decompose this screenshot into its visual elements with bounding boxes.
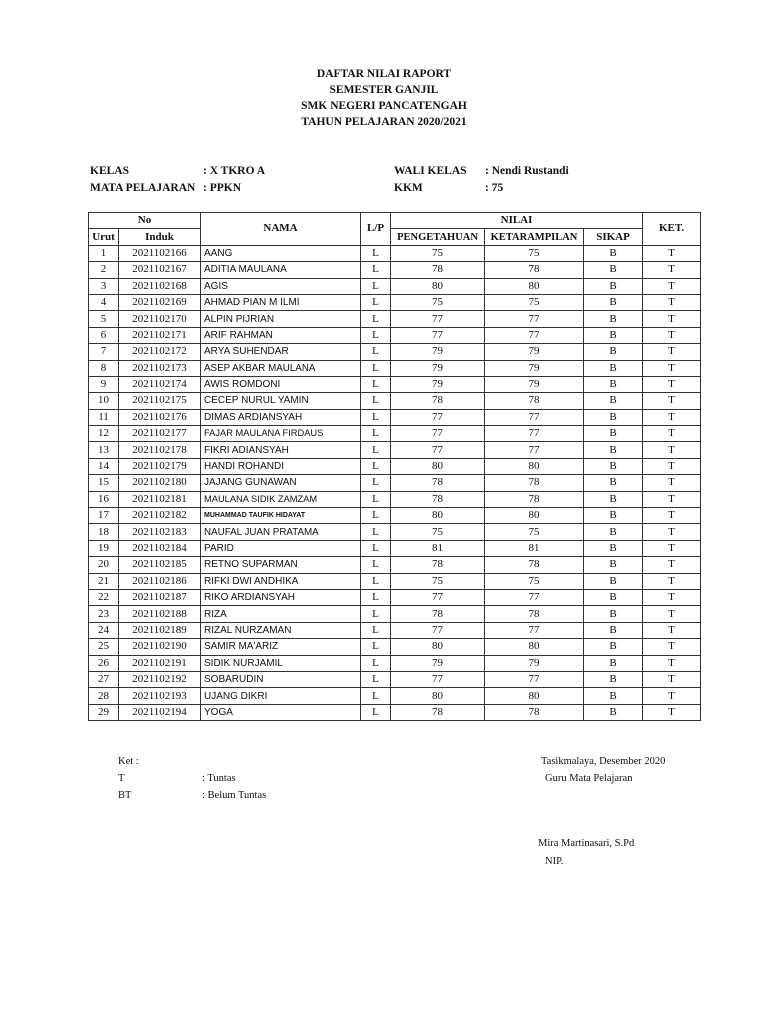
cell-ket: T (643, 442, 701, 458)
cell-urut: 26 (89, 655, 119, 671)
cell-lp: L (361, 704, 391, 720)
cell-induk: 2021102180 (119, 475, 201, 491)
cell-lp: L (361, 540, 391, 556)
table-row (89, 573, 701, 589)
cell-lp: L (361, 671, 391, 687)
cell-induk: 2021102167 (119, 262, 201, 278)
sikap-header: SIKAP (584, 229, 643, 245)
cell-sikap: B (584, 622, 643, 638)
ket-header: KET. (643, 213, 701, 246)
wali-kelas-label: WALI KELAS (394, 165, 467, 177)
cell-pengetahuan: 80 (391, 688, 485, 704)
cell-ket: T (643, 688, 701, 704)
cell-ket: T (643, 327, 701, 343)
cell-nama: ALPIN PIJRIAN (201, 311, 361, 327)
cell-keterampilan: 81 (485, 540, 584, 556)
cell-induk: 2021102182 (119, 508, 201, 524)
table-row (89, 262, 701, 278)
cell-keterampilan: 75 (485, 524, 584, 540)
table-row (89, 311, 701, 327)
cell-nama: ARYA SUHENDAR (201, 344, 361, 360)
cell-keterampilan: 78 (485, 475, 584, 491)
cell-nama: DIMAS ARDIANSYAH (201, 409, 361, 425)
cell-sikap: B (584, 589, 643, 605)
cell-ket: T (643, 360, 701, 376)
cell-urut: 3 (89, 278, 119, 294)
cell-urut: 7 (89, 344, 119, 360)
cell-urut: 29 (89, 704, 119, 720)
cell-sikap: B (584, 245, 643, 261)
cell-lp: L (361, 245, 391, 261)
cell-keterampilan: 79 (485, 360, 584, 376)
cell-induk: 2021102172 (119, 344, 201, 360)
cell-lp: L (361, 589, 391, 605)
table-row (89, 393, 701, 409)
cell-nama: SIDIK NURJAMIL (201, 655, 361, 671)
cell-sikap: B (584, 426, 643, 442)
cell-nama: AWIS ROMDONI (201, 376, 361, 392)
cell-nama: SAMIR MA'ARIZ (201, 639, 361, 655)
cell-keterampilan: 78 (485, 491, 584, 507)
cell-urut: 10 (89, 393, 119, 409)
cell-pengetahuan: 77 (391, 622, 485, 638)
cell-urut: 27 (89, 671, 119, 687)
cell-induk: 2021102169 (119, 294, 201, 310)
cell-pengetahuan: 81 (391, 540, 485, 556)
cell-sikap: B (584, 639, 643, 655)
cell-nama: MAULANA SIDIK ZAMZAM (201, 491, 361, 507)
cell-nama: PARID (201, 540, 361, 556)
cell-induk: 2021102175 (119, 393, 201, 409)
cell-sikap: B (584, 540, 643, 556)
cell-pengetahuan: 75 (391, 524, 485, 540)
cell-keterampilan: 78 (485, 704, 584, 720)
cell-urut: 2 (89, 262, 119, 278)
cell-ket: T (643, 704, 701, 720)
cell-urut: 1 (89, 245, 119, 261)
cell-sikap: B (584, 573, 643, 589)
cell-nama: AHMAD PIAN M ILMI (201, 294, 361, 310)
cell-sikap: B (584, 311, 643, 327)
urut-header: Urut (89, 229, 119, 245)
induk-header: Induk (119, 229, 201, 245)
table-row (89, 278, 701, 294)
cell-sikap: B (584, 688, 643, 704)
cell-ket: T (643, 589, 701, 605)
signature-place-date: Tasikmalaya, Desember 2020 (541, 756, 666, 767)
class-info-left (90, 163, 380, 197)
cell-keterampilan: 80 (485, 278, 584, 294)
cell-keterampilan: 79 (485, 655, 584, 671)
cell-lp: L (361, 688, 391, 704)
cell-ket: T (643, 311, 701, 327)
cell-urut: 4 (89, 294, 119, 310)
table-row (89, 294, 701, 310)
cell-nama: YOGA (201, 704, 361, 720)
cell-sikap: B (584, 360, 643, 376)
cell-nama: NAUFAL JUAN PRATAMA (201, 524, 361, 540)
table-body (89, 245, 701, 720)
table-row (89, 688, 701, 704)
cell-urut: 17 (89, 508, 119, 524)
cell-keterampilan: 79 (485, 344, 584, 360)
cell-pengetahuan: 77 (391, 442, 485, 458)
cell-keterampilan: 75 (485, 294, 584, 310)
legend-t-desc: : Tuntas (202, 773, 236, 784)
cell-lp: L (361, 393, 391, 409)
cell-pengetahuan: 77 (391, 327, 485, 343)
cell-nama: HANDI ROHANDI (201, 458, 361, 474)
cell-nama: JAJANG GUNAWAN (201, 475, 361, 491)
cell-pengetahuan: 78 (391, 393, 485, 409)
cell-induk: 2021102194 (119, 704, 201, 720)
cell-pengetahuan: 77 (391, 671, 485, 687)
nama-header: NAMA (201, 213, 361, 246)
cell-sikap: B (584, 294, 643, 310)
cell-nama: RIZA (201, 606, 361, 622)
table-row (89, 426, 701, 442)
cell-ket: T (643, 557, 701, 573)
cell-ket: T (643, 278, 701, 294)
cell-ket: T (643, 540, 701, 556)
mapel-label: MATA PELAJARAN (90, 182, 196, 194)
cell-pengetahuan: 75 (391, 573, 485, 589)
cell-keterampilan: 77 (485, 409, 584, 425)
cell-induk: 2021102185 (119, 557, 201, 573)
cell-induk: 2021102184 (119, 540, 201, 556)
cell-pengetahuan: 80 (391, 278, 485, 294)
cell-keterampilan: 75 (485, 245, 584, 261)
cell-nama: FIKRI ADIANSYAH (201, 442, 361, 458)
cell-urut: 14 (89, 458, 119, 474)
cell-urut: 25 (89, 639, 119, 655)
cell-sikap: B (584, 327, 643, 343)
cell-urut: 18 (89, 524, 119, 540)
cell-urut: 23 (89, 606, 119, 622)
cell-keterampilan: 77 (485, 327, 584, 343)
cell-urut: 5 (89, 311, 119, 327)
cell-nama: FAJAR MAULANA FIRDAUS (201, 426, 361, 442)
kkm-value: : 75 (485, 182, 504, 194)
cell-lp: L (361, 508, 391, 524)
legend-bt-desc: : Belum Tuntas (202, 790, 267, 801)
cell-pengetahuan: 78 (391, 491, 485, 507)
cell-sikap: B (584, 376, 643, 392)
cell-induk: 2021102187 (119, 589, 201, 605)
cell-urut: 24 (89, 622, 119, 638)
cell-induk: 2021102191 (119, 655, 201, 671)
cell-sikap: B (584, 508, 643, 524)
cell-sikap: B (584, 344, 643, 360)
cell-lp: L (361, 344, 391, 360)
cell-lp: L (361, 327, 391, 343)
cell-ket: T (643, 524, 701, 540)
cell-urut: 20 (89, 557, 119, 573)
signature-nip: NIP. (545, 856, 564, 867)
cell-keterampilan: 80 (485, 508, 584, 524)
cell-pengetahuan: 77 (391, 311, 485, 327)
cell-keterampilan: 80 (485, 688, 584, 704)
cell-sikap: B (584, 393, 643, 409)
cell-induk: 2021102177 (119, 426, 201, 442)
cell-sikap: B (584, 524, 643, 540)
document-title: DAFTAR NILAI RAPORT (316, 68, 452, 80)
cell-lp: L (361, 524, 391, 540)
legend-bt-code: BT (118, 790, 132, 801)
cell-ket: T (643, 409, 701, 425)
legend-t-code: T (118, 773, 125, 784)
wali-kelas-value: : Nendi Rustandi (485, 165, 569, 177)
cell-lp: L (361, 409, 391, 425)
cell-nama: ADITIA MAULANA (201, 262, 361, 278)
cell-nama: RETNO SUPARMAN (201, 557, 361, 573)
cell-lp: L (361, 458, 391, 474)
cell-pengetahuan: 80 (391, 508, 485, 524)
cell-keterampilan: 77 (485, 442, 584, 458)
cell-urut: 11 (89, 409, 119, 425)
table-row (89, 376, 701, 392)
cell-urut: 12 (89, 426, 119, 442)
cell-ket: T (643, 344, 701, 360)
cell-ket: T (643, 262, 701, 278)
cell-sikap: B (584, 409, 643, 425)
table-row (89, 245, 701, 261)
cell-ket: T (643, 294, 701, 310)
cell-nama: CECEP NURUL YAMIN (201, 393, 361, 409)
cell-ket: T (643, 508, 701, 524)
cell-induk: 2021102166 (119, 245, 201, 261)
cell-pengetahuan: 78 (391, 704, 485, 720)
cell-pengetahuan: 80 (391, 458, 485, 474)
cell-keterampilan: 75 (485, 573, 584, 589)
cell-keterampilan: 77 (485, 426, 584, 442)
cell-urut: 16 (89, 491, 119, 507)
cell-induk: 2021102189 (119, 622, 201, 638)
mapel-value: : PPKN (203, 182, 242, 194)
cell-pengetahuan: 77 (391, 426, 485, 442)
cell-nama: AANG (201, 245, 361, 261)
cell-sikap: B (584, 278, 643, 294)
cell-keterampilan: 77 (485, 311, 584, 327)
cell-urut: 15 (89, 475, 119, 491)
cell-induk: 2021102190 (119, 639, 201, 655)
cell-pengetahuan: 77 (391, 589, 485, 605)
cell-sikap: B (584, 671, 643, 687)
cell-ket: T (643, 376, 701, 392)
cell-nama: UJANG DIKRI (201, 688, 361, 704)
cell-lp: L (361, 442, 391, 458)
cell-lp: L (361, 376, 391, 392)
cell-pengetahuan: 78 (391, 475, 485, 491)
cell-lp: L (361, 360, 391, 376)
cell-urut: 13 (89, 442, 119, 458)
cell-ket: T (643, 458, 701, 474)
cell-nama: RIZAL NURZAMAN (201, 622, 361, 638)
cell-induk: 2021102183 (119, 524, 201, 540)
table-row (89, 344, 701, 360)
pengetahuan-header: PENGETAHUAN (391, 229, 485, 245)
table-row (89, 671, 701, 687)
signature-name: Mira Martinasari, S.Pd (538, 838, 635, 849)
school-name: SMK NEGERI PANCATENGAH (301, 100, 467, 112)
cell-induk: 2021102170 (119, 311, 201, 327)
kkm-label: KKM (394, 182, 423, 194)
cell-pengetahuan: 75 (391, 245, 485, 261)
cell-pengetahuan: 79 (391, 376, 485, 392)
cell-nama: ASEP AKBAR MAULANA (201, 360, 361, 376)
cell-pengetahuan: 75 (391, 294, 485, 310)
cell-pengetahuan: 77 (391, 409, 485, 425)
keterampilan-header: KETARAMPILAN (485, 229, 584, 245)
cell-sikap: B (584, 704, 643, 720)
cell-ket: T (643, 671, 701, 687)
cell-induk: 2021102168 (119, 278, 201, 294)
nilai-header: NILAI (391, 213, 643, 229)
cell-nama: ARIF RAHMAN (201, 327, 361, 343)
table-row (89, 540, 701, 556)
cell-sikap: B (584, 442, 643, 458)
cell-keterampilan: 78 (485, 557, 584, 573)
cell-lp: L (361, 606, 391, 622)
class-info-right (394, 163, 644, 197)
cell-lp: L (361, 278, 391, 294)
cell-lp: L (361, 639, 391, 655)
document-header (0, 66, 768, 130)
cell-urut: 8 (89, 360, 119, 376)
cell-pengetahuan: 78 (391, 262, 485, 278)
table-row (89, 606, 701, 622)
cell-induk: 2021102192 (119, 671, 201, 687)
cell-nama: MUHAMMAD TAUFIK HIDAYAT (201, 508, 361, 524)
cell-keterampilan: 78 (485, 262, 584, 278)
lp-header: L/P (361, 213, 391, 246)
cell-pengetahuan: 80 (391, 639, 485, 655)
cell-induk: 2021102178 (119, 442, 201, 458)
cell-pengetahuan: 79 (391, 344, 485, 360)
cell-keterampilan: 78 (485, 393, 584, 409)
cell-keterampilan: 80 (485, 458, 584, 474)
cell-urut: 28 (89, 688, 119, 704)
cell-sikap: B (584, 606, 643, 622)
cell-ket: T (643, 622, 701, 638)
cell-keterampilan: 78 (485, 606, 584, 622)
cell-sikap: B (584, 475, 643, 491)
cell-ket: T (643, 393, 701, 409)
no-header: No (89, 213, 201, 229)
table-row (89, 557, 701, 573)
cell-lp: L (361, 262, 391, 278)
cell-induk: 2021102188 (119, 606, 201, 622)
cell-lp: L (361, 475, 391, 491)
table-row (89, 589, 701, 605)
table-row (89, 327, 701, 343)
cell-keterampilan: 77 (485, 622, 584, 638)
cell-induk: 2021102193 (119, 688, 201, 704)
cell-lp: L (361, 557, 391, 573)
cell-keterampilan: 77 (485, 671, 584, 687)
cell-pengetahuan: 79 (391, 360, 485, 376)
cell-keterampilan: 79 (485, 376, 584, 392)
signature-role: Guru Mata Pelajaran (545, 773, 633, 784)
cell-ket: T (643, 475, 701, 491)
academic-year: TAHUN PELAJARAN 2020/2021 (301, 116, 467, 128)
cell-ket: T (643, 573, 701, 589)
cell-pengetahuan: 78 (391, 557, 485, 573)
cell-nama: RIFKI DWI ANDHIKA (201, 573, 361, 589)
cell-sikap: B (584, 557, 643, 573)
cell-nama: SOBARUDIN (201, 671, 361, 687)
table-row (89, 442, 701, 458)
cell-induk: 2021102179 (119, 458, 201, 474)
semester-label: SEMESTER GANJIL (329, 84, 439, 96)
cell-sikap: B (584, 458, 643, 474)
cell-pengetahuan: 79 (391, 655, 485, 671)
legend-title: Ket : (118, 756, 139, 767)
cell-sikap: B (584, 655, 643, 671)
grades-table (88, 212, 701, 721)
cell-urut: 6 (89, 327, 119, 343)
cell-lp: L (361, 311, 391, 327)
table-row (89, 524, 701, 540)
kelas-label: KELAS (90, 165, 129, 177)
cell-induk: 2021102176 (119, 409, 201, 425)
table-row (89, 360, 701, 376)
cell-ket: T (643, 491, 701, 507)
cell-pengetahuan: 78 (391, 606, 485, 622)
cell-sikap: B (584, 262, 643, 278)
cell-induk: 2021102174 (119, 376, 201, 392)
kelas-value: : X TKRO A (203, 165, 266, 177)
table-row (89, 655, 701, 671)
cell-keterampilan: 77 (485, 589, 584, 605)
cell-urut: 22 (89, 589, 119, 605)
cell-lp: L (361, 622, 391, 638)
cell-induk: 2021102186 (119, 573, 201, 589)
cell-induk: 2021102171 (119, 327, 201, 343)
table-row (89, 409, 701, 425)
cell-lp: L (361, 573, 391, 589)
cell-induk: 2021102173 (119, 360, 201, 376)
cell-lp: L (361, 655, 391, 671)
cell-ket: T (643, 245, 701, 261)
cell-nama: AGIS (201, 278, 361, 294)
cell-keterampilan: 80 (485, 639, 584, 655)
cell-lp: L (361, 491, 391, 507)
cell-ket: T (643, 606, 701, 622)
cell-ket: T (643, 655, 701, 671)
cell-urut: 9 (89, 376, 119, 392)
table-row (89, 458, 701, 474)
cell-urut: 21 (89, 573, 119, 589)
cell-nama: RIKO ARDIANSYAH (201, 589, 361, 605)
cell-ket: T (643, 639, 701, 655)
table-row (89, 508, 701, 524)
table-row (89, 704, 701, 720)
cell-urut: 19 (89, 540, 119, 556)
cell-lp: L (361, 294, 391, 310)
table-row (89, 491, 701, 507)
table-row (89, 475, 701, 491)
cell-ket: T (643, 426, 701, 442)
cell-induk: 2021102181 (119, 491, 201, 507)
cell-sikap: B (584, 491, 643, 507)
table-row (89, 622, 701, 638)
cell-lp: L (361, 426, 391, 442)
table-row (89, 639, 701, 655)
